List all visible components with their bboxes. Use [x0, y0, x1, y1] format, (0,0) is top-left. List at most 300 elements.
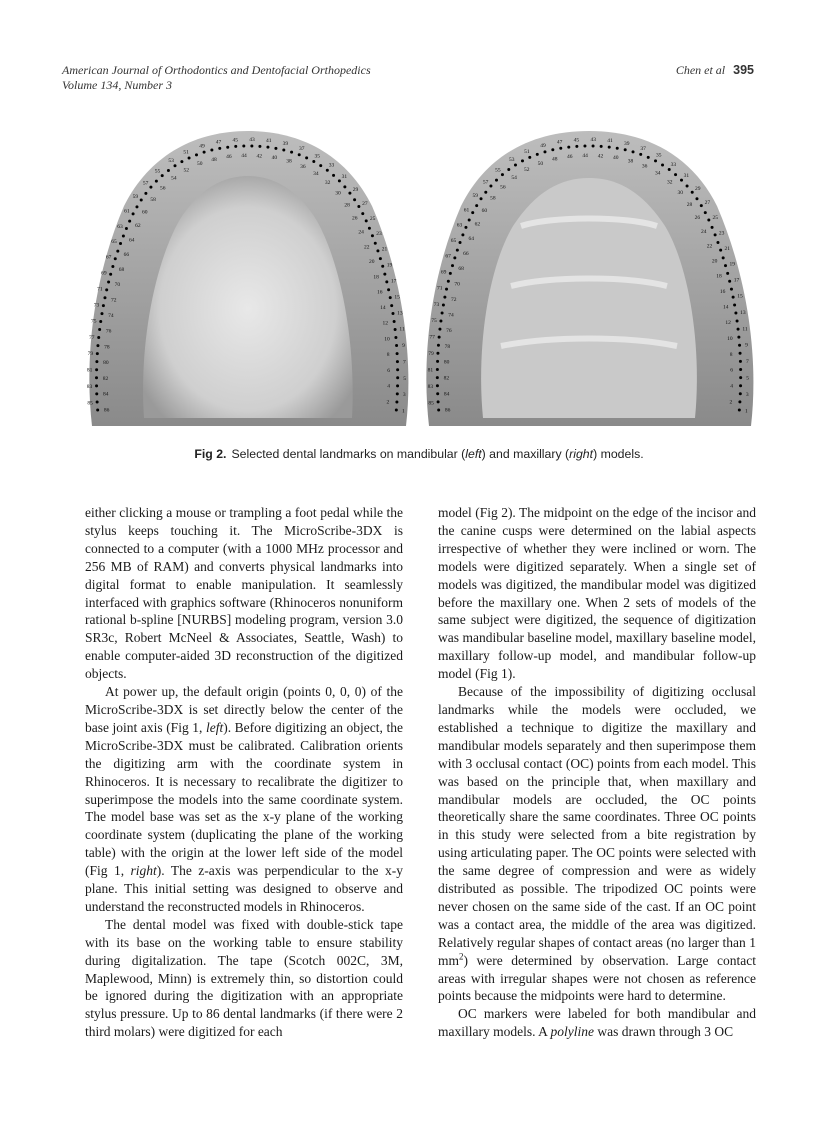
landmark-dot	[365, 219, 368, 222]
landmark-dot	[738, 400, 741, 403]
landmark-dot	[155, 180, 158, 183]
landmark-label: 46	[226, 154, 232, 161]
landmark-label: 12	[382, 320, 388, 327]
landmark-dot	[396, 392, 399, 395]
landmark-dot	[459, 241, 462, 244]
landmark-label: 73	[433, 301, 440, 308]
landmark-dot	[714, 233, 717, 236]
landmark-label: 80	[103, 360, 109, 367]
landmark-label: 71	[97, 286, 103, 293]
landmark-label: 76	[105, 328, 112, 335]
landmark-dot	[668, 168, 671, 171]
landmark-dot	[195, 153, 198, 156]
landmark-dot	[737, 336, 740, 339]
landmark-dot	[447, 280, 450, 283]
landmark-label: 23	[718, 230, 725, 237]
landmark-dot	[395, 400, 398, 403]
paragraph	[85, 504, 403, 683]
landmark-dot	[395, 408, 398, 411]
landmark-label: 25	[369, 216, 376, 223]
landmark-dot	[226, 146, 229, 149]
landmark-dot	[438, 328, 441, 331]
landmark-label: 49	[540, 143, 546, 150]
landmark-label: 38	[286, 158, 292, 165]
caption-label: Fig 2.	[194, 447, 227, 461]
landmark-dot	[438, 336, 441, 339]
landmark-label: 37	[298, 146, 305, 153]
landmark-label: 50	[196, 161, 203, 168]
landmark-dot	[353, 198, 356, 201]
landmark-dot	[96, 408, 99, 411]
landmark-label: 21	[381, 246, 388, 253]
landmark-label: 16	[377, 289, 383, 296]
landmark-dot	[393, 320, 396, 323]
landmark-label: 70	[454, 281, 460, 288]
landmark-dot	[471, 211, 474, 214]
landmark-dot	[96, 352, 99, 355]
landmark-dot	[536, 153, 539, 156]
landmark-dot	[332, 174, 335, 177]
caption-right: right	[569, 447, 594, 461]
landmark-label: 15	[394, 294, 400, 301]
landmark-label: 39	[623, 140, 630, 147]
landmark-label: 52	[183, 167, 190, 174]
landmark-dot	[674, 173, 677, 176]
landmark-dot	[704, 211, 707, 214]
landmark-dot	[103, 296, 106, 299]
landmark-label: 2	[386, 399, 390, 406]
landmark-dot	[383, 273, 386, 276]
landmark-label: 61	[124, 208, 130, 215]
landmark-label: 73	[93, 302, 100, 309]
landmark-dot	[695, 197, 698, 200]
landmark-label: 54	[171, 175, 177, 182]
landmark-dot	[167, 169, 170, 172]
landmark-dot	[451, 264, 454, 267]
landmark-label: 84	[443, 391, 450, 398]
landmark-dot	[282, 148, 285, 151]
landmark-dot	[724, 264, 727, 267]
landmark-label: 86	[103, 407, 110, 414]
landmark-label: 1	[401, 408, 405, 415]
landmark-dot	[95, 368, 98, 371]
text-run: The dental model was fixed with double-stick tape with its base on the working table to ensure stability during digitalization. The tape (Scotch 002C, 3M, Maplewood, Minn) is extremely thin, so distortion could be ignored during the digitization with an appropriate stylus pressure. Up to 86 dental landmarks (if there were 2 third molars) were digitized for each	[85, 916, 403, 1040]
landmark-dot	[132, 212, 135, 215]
landmark-label: 19	[386, 262, 393, 269]
landmark-dot	[100, 312, 103, 315]
landmark-label: 50	[537, 160, 544, 167]
landmark-dot	[739, 376, 742, 379]
landmark-label: 5	[746, 375, 750, 382]
landmark-dot	[680, 179, 683, 182]
landmark-dot	[357, 205, 360, 208]
landmark-dot	[700, 204, 703, 207]
landmark-dot	[116, 250, 119, 253]
landmark-dot	[95, 392, 98, 395]
landmark-label: 58	[150, 196, 156, 203]
landmark-label: 63	[117, 223, 123, 230]
landmark-label: 42	[256, 153, 263, 160]
landmark-dot	[501, 173, 504, 176]
landmark-dot	[600, 145, 603, 148]
landmark-dot	[528, 156, 531, 159]
landmark-label: 24	[701, 228, 707, 235]
landmark-label: 30	[677, 189, 684, 196]
landmark-label: 17	[390, 278, 397, 285]
landmark-label: 19	[729, 261, 735, 268]
landmark-label: 7	[746, 359, 749, 366]
landmark-dot	[507, 168, 510, 171]
maxillary-model-image	[426, 131, 753, 426]
landmark-label: 79	[87, 351, 94, 358]
landmark-dot	[624, 148, 627, 151]
landmark-dot	[436, 368, 439, 371]
landmark-dot	[437, 400, 440, 403]
landmark-label: 18	[716, 273, 722, 280]
landmark-label: 8	[729, 351, 733, 358]
landmark-label: 60	[141, 209, 148, 216]
landmark-label: 7	[403, 359, 406, 366]
landmark-label: 61	[463, 207, 470, 214]
landmark-dot	[395, 344, 398, 347]
landmark-label: 34	[313, 171, 319, 178]
landmark-dot	[719, 249, 722, 252]
landmark-dot	[439, 320, 442, 323]
landmark-label: 14	[380, 305, 386, 312]
landmark-label: 23	[376, 231, 382, 238]
emphasis: right	[130, 863, 157, 879]
landmark-dot	[371, 234, 374, 237]
landmark-dot	[144, 192, 147, 195]
landmark-label: 22	[706, 243, 713, 250]
landmark-label: 28	[344, 202, 350, 209]
landmark-dot	[394, 328, 397, 331]
landmark-dot	[274, 147, 277, 150]
running-header-page	[676, 63, 754, 78]
landmark-dot	[95, 360, 98, 363]
landmark-dot	[608, 146, 611, 149]
landmark-dot	[343, 185, 346, 188]
landmark-label: 57	[482, 179, 489, 186]
landmark-dot	[436, 392, 439, 395]
landmark-label: 79	[428, 350, 434, 357]
text-run: was drawn through 3 OC	[594, 1024, 734, 1040]
journal-volume: Volume 134, Number 3	[62, 78, 172, 92]
landmark-dot	[96, 344, 99, 347]
landmark-label: 17	[733, 277, 740, 284]
landmark-dot	[348, 192, 351, 195]
landmark-label: 65	[111, 239, 117, 246]
landmark-label: 64	[468, 236, 475, 243]
landmark-dot	[639, 153, 642, 156]
landmark-dot	[514, 163, 517, 166]
landmark-dot	[654, 159, 657, 162]
landmark-label: 44	[582, 153, 588, 160]
landmark-label: 81	[86, 367, 93, 374]
landmark-label: 5	[403, 375, 407, 382]
landmark-dot	[453, 256, 456, 259]
landmark-label: 27	[704, 200, 711, 207]
landmark-dot	[188, 156, 191, 159]
landmark-dot	[495, 179, 498, 182]
landmark-dot	[109, 273, 112, 276]
landmark-label: 21	[724, 245, 731, 252]
landmark-dot	[396, 352, 399, 355]
landmark-dot	[464, 226, 467, 229]
journal-title: American Journal of Orthodontics and Dentofacial Orthopedics	[62, 63, 371, 77]
landmark-dot	[543, 150, 546, 153]
landmark-label: 42	[597, 153, 604, 160]
landmark-label: 53	[168, 157, 174, 164]
text-run: ) were determined by observation. Large contact areas with irregular shapes were not chosen as reference points because the midpoints were hard to determine.	[438, 952, 756, 1004]
paragraph	[438, 1005, 756, 1041]
landmark-dot	[443, 296, 446, 299]
landmark-dot	[250, 145, 253, 148]
text-run: either clicking a mouse or trampling a foot pedal while the stylus keeps touching it. The MicroScribe-3DX is connected to a computer (with a 1000 MHz processor and 256 MB of RAM) and converts physical landmarks into digital format to enable manipulation. It seamlessly interfaced with graphics software (Rhinoceros nonuniform rational b-spline [NURBS] modeling program, version 3.0 SR3c, Robert McNeel & Associates, Seattle, Wash) to enable computer-aided 3D reconstruction of the digitized objects.	[85, 505, 403, 682]
landmark-label: 27	[362, 200, 368, 207]
landmark-dot	[521, 159, 524, 162]
landmark-dot	[728, 280, 731, 283]
landmark-dot	[368, 227, 371, 230]
landmark-label: 68	[458, 266, 464, 273]
landmark-label: 38	[627, 158, 634, 165]
landmark-label: 1	[744, 408, 748, 415]
landmark-label: 9	[745, 342, 748, 349]
landmark-dot	[722, 256, 725, 259]
landmark-dot	[732, 296, 735, 299]
landmark-dot	[396, 384, 399, 387]
superscript: 2	[459, 951, 464, 962]
landmark-label: 26	[352, 215, 358, 222]
caption-text: ) models.	[593, 447, 644, 461]
landmark-dot	[691, 191, 694, 194]
landmark-label: 4	[730, 383, 733, 390]
landmark-dot	[730, 288, 733, 291]
landmark-label: 51	[524, 148, 530, 155]
landmark-dot	[374, 242, 377, 245]
landmark-dot	[632, 150, 635, 153]
landmark-label: 78	[104, 344, 110, 351]
landmark-label: 59	[472, 192, 478, 199]
landmark-dot	[361, 212, 364, 215]
landmark-label: 13	[397, 310, 403, 317]
landmark-label: 85	[87, 400, 93, 407]
landmark-dot	[461, 233, 464, 236]
landmark-label: 78	[444, 343, 451, 350]
landmark-label: 66	[463, 251, 469, 258]
landmark-dot	[738, 344, 741, 347]
landmark-label: 69	[101, 270, 107, 277]
authors: Chen et al	[675, 63, 726, 77]
landmark-dot	[551, 148, 554, 151]
landmark-label: 58	[490, 195, 496, 202]
landmark-label: 36	[641, 163, 648, 170]
landmark-dot	[203, 151, 206, 154]
landmark-dot	[128, 220, 131, 223]
landmark-dot	[739, 360, 742, 363]
landmark-dot	[436, 352, 439, 355]
landmark-dot	[385, 280, 388, 283]
landmark-dot	[173, 164, 176, 167]
landmark-label: 10	[384, 336, 390, 343]
text-run: At power up, the default origin (points 0, 0, 0) of the MicroScribe-3DX is set directly below the center of the base joint axis (Fig 1,	[85, 684, 403, 735]
landmark-dot	[436, 376, 439, 379]
landmark-label: 56	[160, 185, 166, 192]
landmark-dot	[437, 344, 440, 347]
landmark-label: 35	[314, 153, 320, 160]
landmark-label: 33	[670, 161, 677, 168]
landmark-dot	[98, 328, 101, 331]
landmark-label: 62	[135, 222, 141, 229]
figure-dental-models	[84, 126, 756, 432]
landmark-label: 41	[607, 138, 613, 145]
page-number: 395	[733, 63, 754, 77]
landmark-dot	[234, 145, 237, 148]
landmark-label: 43	[590, 137, 596, 144]
landmark-label: 62	[474, 221, 481, 228]
landmark-dot	[567, 146, 570, 149]
landmark-label: 44	[241, 153, 247, 160]
landmark-label: 40	[271, 155, 278, 162]
landmark-label: 64	[129, 237, 135, 244]
landmark-dot	[480, 197, 483, 200]
emphasis: polyline	[550, 1024, 594, 1040]
landmark-dot	[456, 249, 459, 252]
landmark-dot	[99, 320, 102, 323]
landmark-dot	[338, 179, 341, 182]
landmark-dot	[575, 145, 578, 148]
landmark-label: 8	[386, 352, 390, 359]
landmark-dot	[105, 288, 108, 291]
landmark-dot	[716, 241, 719, 244]
landmark-dot	[436, 360, 439, 363]
landmark-label: 48	[211, 156, 217, 163]
landmark-dot	[258, 145, 261, 148]
landmark-label: 67	[105, 254, 112, 261]
text-run: OC markers were labeled for both mandibular and maxillary models. A	[438, 1006, 756, 1040]
landmark-dot	[396, 360, 399, 363]
landmark-label: 82	[102, 375, 109, 382]
landmark-label: 52	[523, 166, 530, 173]
paragraph	[85, 683, 403, 916]
landmark-label: 31	[341, 174, 348, 181]
landmark-label: 74	[108, 313, 114, 320]
landmark-label: 6	[730, 367, 733, 374]
landmark-dot	[298, 153, 301, 156]
landmark-label: 80	[443, 359, 450, 366]
landmark-label: 40	[612, 155, 619, 162]
landmark-label: 43	[249, 137, 255, 144]
landmark-dot	[733, 304, 736, 307]
landmark-dot	[149, 186, 152, 189]
landmark-label: 56	[500, 184, 506, 191]
landmark-dot	[95, 384, 98, 387]
landmark-dot	[616, 147, 619, 150]
landmark-dot	[661, 163, 664, 166]
caption-text: Selected dental landmarks on mandibular (	[231, 447, 466, 461]
landmark-label: 16	[719, 289, 726, 296]
landmark-dot	[125, 227, 128, 230]
landmark-dot	[739, 392, 742, 395]
landmark-label: 55	[495, 167, 501, 174]
landmark-label: 36	[300, 163, 306, 170]
figure-caption	[0, 447, 838, 461]
landmark-dot	[312, 160, 315, 163]
landmark-dot	[738, 408, 741, 411]
landmark-dot	[739, 368, 742, 371]
landmark-dot	[441, 312, 444, 315]
landmark-label: 86	[444, 407, 451, 414]
landmark-label: 37	[640, 145, 646, 152]
text-run: ). The z-axis was perpendicular to the x-y plane. This initial setting was designed to observe and understand the reconstructed models in Rhinoceros.	[85, 863, 403, 914]
landmark-dot	[119, 242, 122, 245]
landmark-dot	[95, 376, 98, 379]
landmark-label: 10	[727, 335, 733, 342]
landmark-dot	[218, 147, 221, 150]
landmark-label: 85	[428, 400, 434, 407]
landmark-dot	[391, 312, 394, 315]
landmark-dot	[161, 174, 164, 177]
landmark-dot	[737, 328, 740, 331]
landmark-label: 6	[387, 367, 391, 374]
landmark-dot	[468, 218, 471, 221]
landmark-label: 48	[552, 156, 558, 163]
body-column-right	[438, 504, 756, 1041]
emphasis: left	[205, 719, 224, 735]
landmark-label: 59	[132, 194, 139, 201]
caption-left: left	[465, 447, 482, 461]
landmark-dot	[102, 304, 105, 307]
landmark-dot	[583, 145, 586, 148]
landmark-label: 30	[335, 190, 341, 197]
landmark-label: 76	[446, 328, 452, 335]
landmark-label: 47	[556, 139, 563, 146]
landmark-dot	[97, 336, 100, 339]
landmark-label: 49	[199, 143, 205, 150]
landmark-dot	[396, 368, 399, 371]
landmark-dot	[107, 281, 110, 284]
running-header-journal	[62, 63, 371, 93]
landmark-label: 29	[695, 185, 701, 192]
landmark-dot	[475, 204, 478, 207]
landmark-label: 67	[445, 253, 451, 260]
landmark-dot	[489, 184, 492, 187]
paragraph	[438, 504, 756, 683]
landmark-label: 34	[654, 170, 661, 177]
landmark-label: 26	[694, 214, 701, 221]
landmark-label: 3	[402, 392, 406, 399]
landmark-label: 14	[722, 304, 729, 311]
landmark-dot	[390, 304, 393, 307]
landmark-dot	[445, 288, 448, 291]
landmark-dot	[739, 352, 742, 355]
landmark-dot	[437, 408, 440, 411]
landmark-dot	[111, 265, 114, 268]
landmark-dot	[389, 296, 392, 299]
landmark-dot	[122, 235, 125, 238]
landmark-dot	[686, 184, 689, 187]
landmark-dot	[647, 156, 650, 159]
landmark-dot	[484, 191, 487, 194]
landmark-dot	[114, 257, 117, 260]
text-run: Because of the impossibility of digitizing occlusal landmarks while the models were occluded, we established a technique to digitize the maxillary and mandibular models separately and then superimpose them with 3 occlusal contact (OC) points from each model. This was based on the principle that, when maxillary and mandibular models are occluded, the OC points theoretically share the same coordinates. Three OC points in this study were selected from a bite registration by using articulating paper. The OC points were selected with the same degree of compression and were as widely distributed as possible. The tripodized OC points were never chosen on the same side of the cast. If an OC point was a contact area, the middle of the area was digitized. Relatively regular shapes of contact areas (no larger than 1 mm	[438, 684, 756, 968]
landmark-label: 74	[448, 312, 454, 319]
text-run: model (Fig 2). The midpoint on the edge of the incisor and the canine cusps were determined on the labial aspects irrespective of whether they were inclined or worn. The models were digitized separately. When a single set of models was digitized, the mandibular model was digitized before the maxillary one. When 2 sets of models of the same subject were digitized, the sequence of digitization was mandibular baseline model, maxillary baseline model, maxillary follow-up model, and mandibular follow-up model (Fig 1).	[438, 505, 756, 682]
landmark-label: 81	[427, 367, 434, 374]
landmark-dot	[707, 218, 710, 221]
landmark-label: 13	[740, 309, 746, 316]
landmark-dot	[135, 205, 138, 208]
